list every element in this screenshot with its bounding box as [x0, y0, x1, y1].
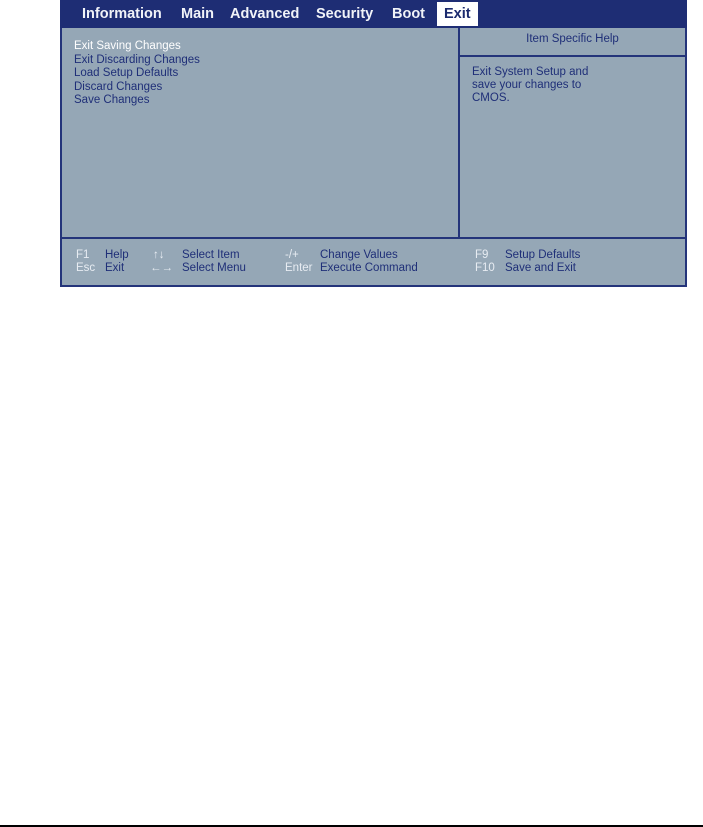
select-item-description: Select Item: [182, 249, 240, 261]
esc-key: Esc: [76, 262, 96, 274]
exit-options-panel: [60, 28, 460, 239]
change-values-description: Change Values: [320, 249, 398, 261]
help-panel: [458, 28, 687, 239]
help-panel-title: Item Specific Help: [460, 28, 685, 57]
setup-defaults-description: Setup Defaults: [505, 249, 581, 261]
save-and-exit-description: Save and Exit: [505, 262, 576, 274]
f10-key: F10: [475, 262, 495, 274]
f1-key: F1: [76, 249, 90, 261]
option-discard-changes[interactable]: Discard Changes: [74, 80, 163, 93]
f9-key: F9: [475, 249, 489, 261]
option-load-setup-defaults[interactable]: Load Setup Defaults: [74, 67, 179, 79]
esc-description: Exit: [105, 262, 125, 274]
execute-command-description: Execute Command: [320, 262, 418, 274]
enter-key: Enter: [285, 262, 313, 274]
tab-main[interactable]: Main: [181, 6, 215, 22]
tab-security[interactable]: Security: [316, 6, 374, 22]
tab-advanced[interactable]: Advanced: [230, 6, 300, 22]
option-exit-discarding-changes[interactable]: Exit Discarding Changes: [74, 53, 200, 66]
help-description: Exit System Setup and save your changes to CMOS.: [472, 66, 589, 104]
menu-bar: [60, 0, 687, 28]
tab-information[interactable]: Information: [82, 6, 162, 22]
exit-options-list: [74, 40, 200, 108]
tab-exit[interactable]: Exit: [437, 2, 478, 26]
select-menu-description: Select Menu: [182, 262, 246, 274]
option-exit-saving-changes[interactable]: Exit Saving Changes: [74, 40, 181, 52]
key-legend: [60, 239, 687, 287]
option-save-changes[interactable]: Save Changes: [74, 94, 150, 106]
left-right-arrows-icon: ←→: [150, 262, 173, 274]
minus-plus-key: -/+: [285, 249, 299, 261]
up-down-arrows-icon: ↑↓: [153, 249, 165, 261]
tab-boot[interactable]: Boot: [392, 6, 426, 22]
f1-description: Help: [105, 249, 129, 261]
bios-setup-screen: [60, 0, 687, 287]
